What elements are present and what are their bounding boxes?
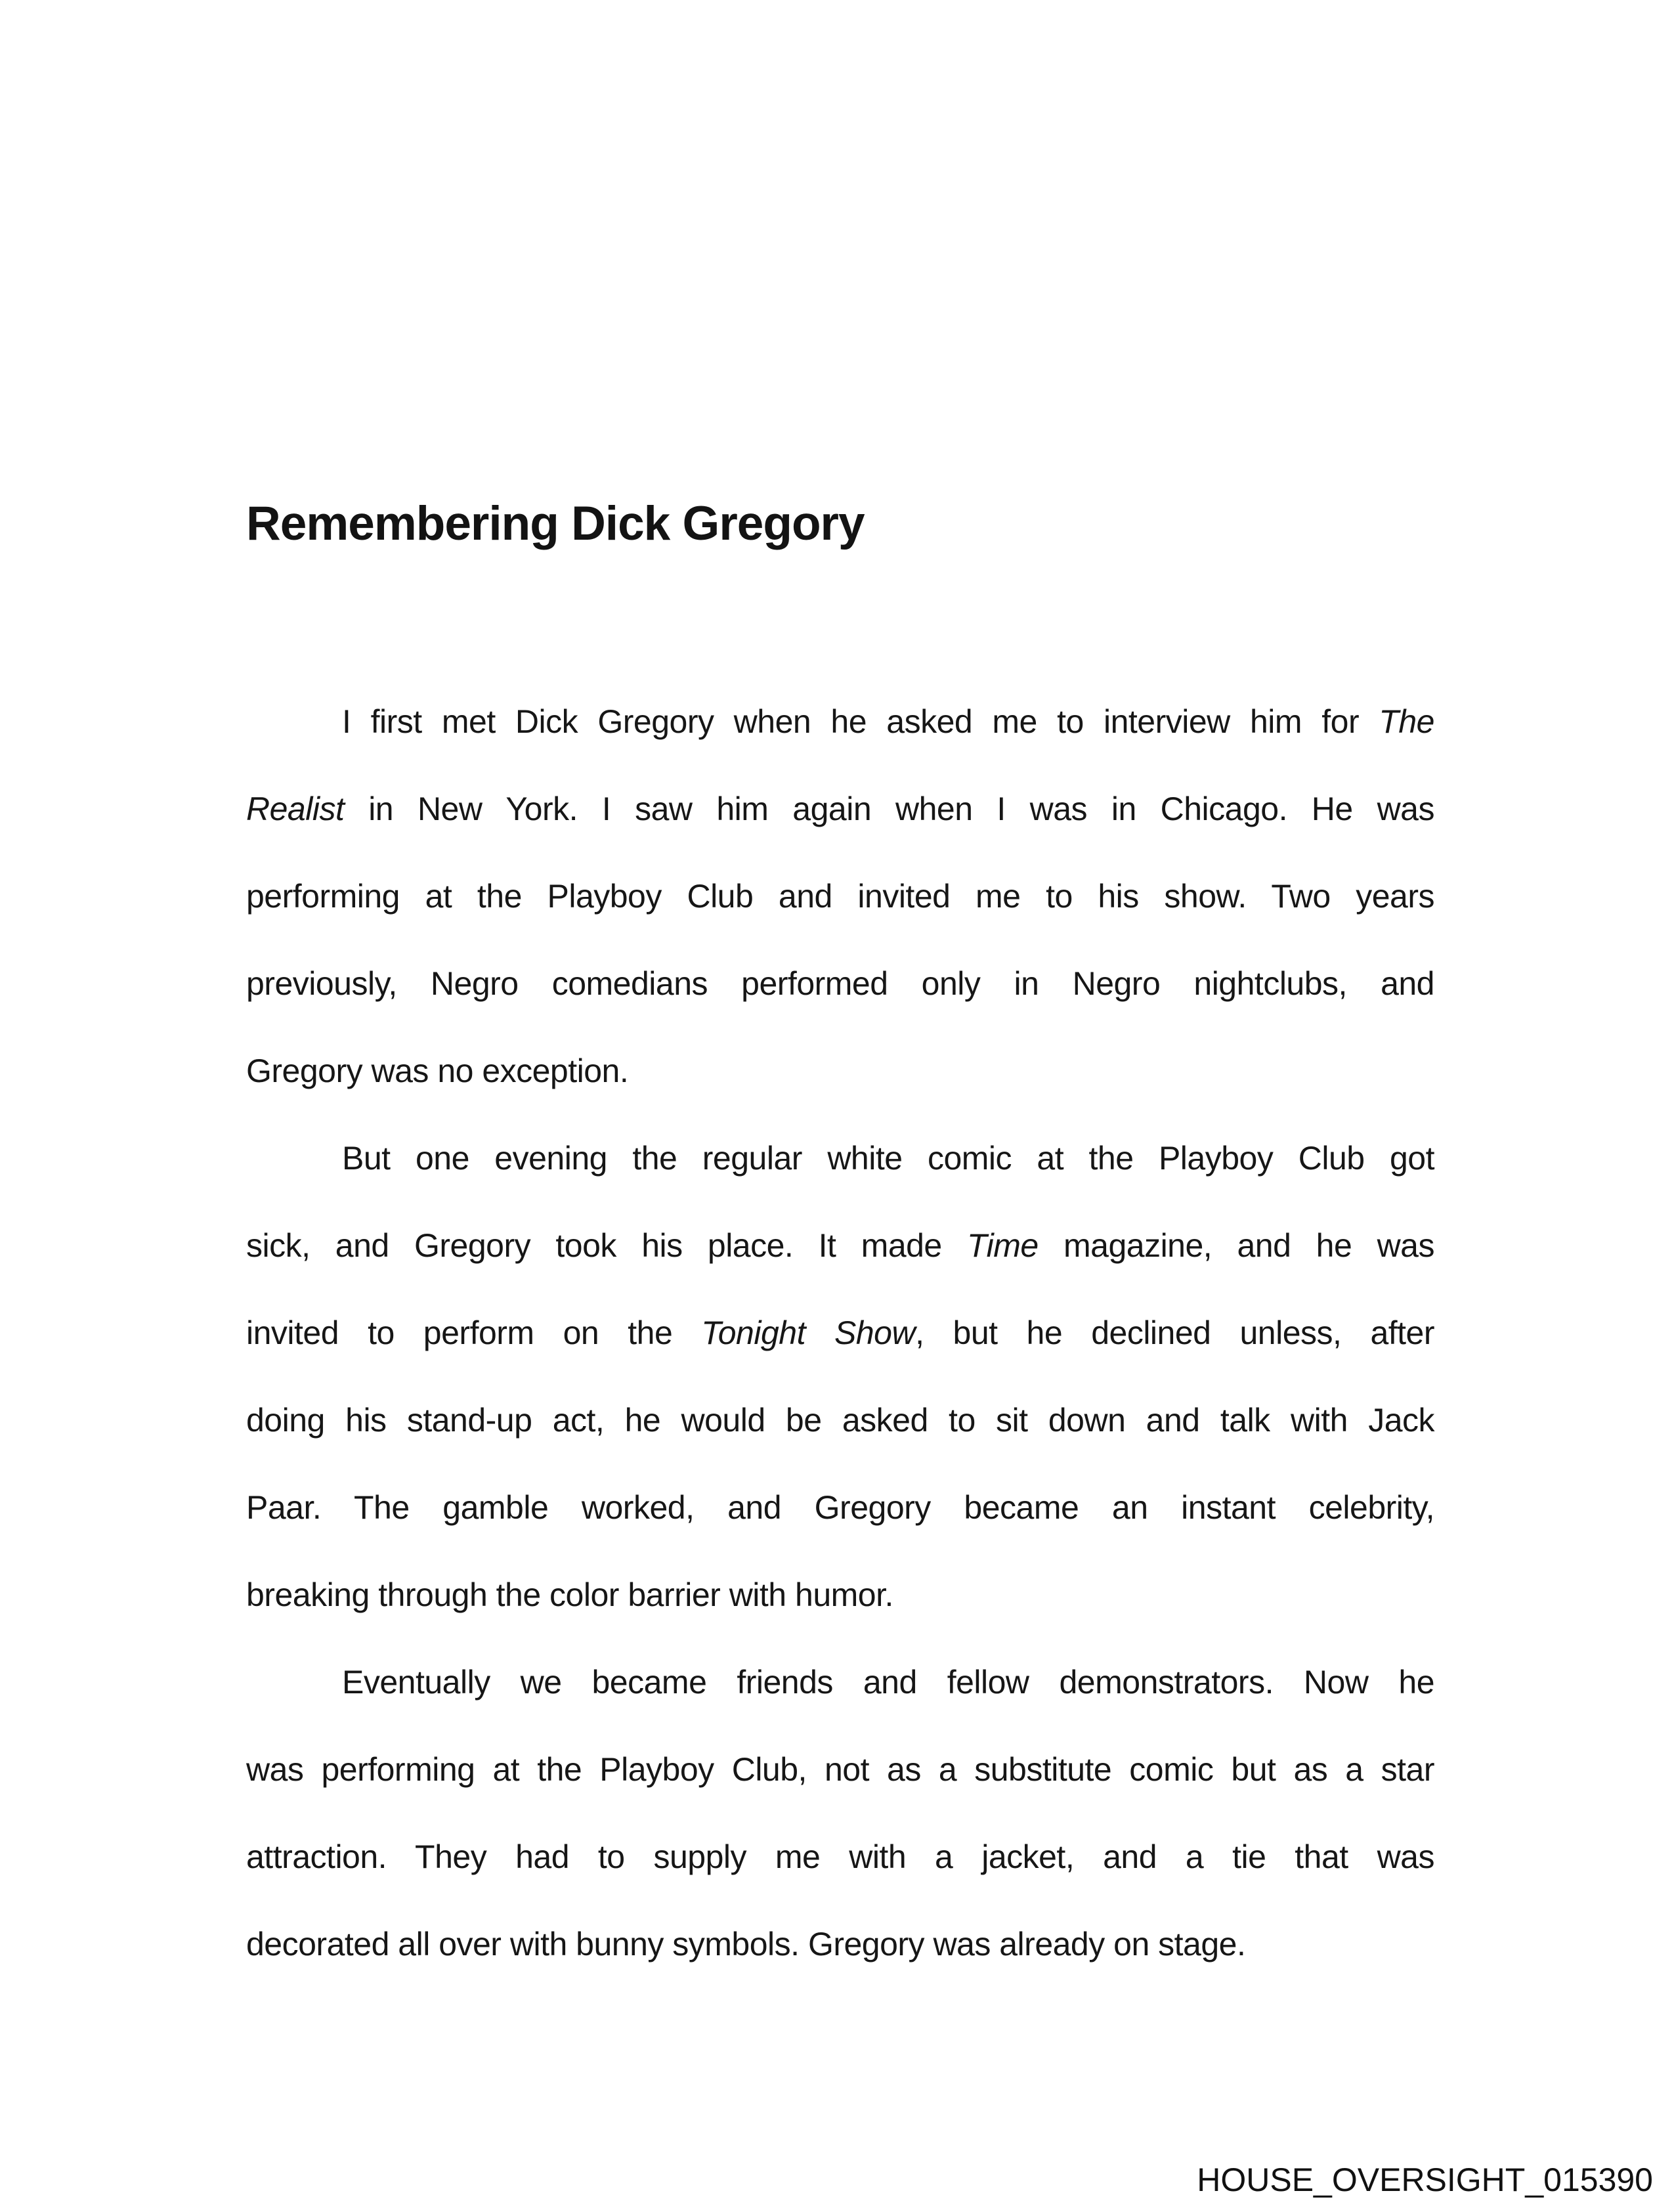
text-segment: magazine, and he was (1038, 1227, 1434, 1264)
text-line-p1-l3 (246, 853, 1434, 940)
document-title: Remembering Dick Gregory (246, 497, 865, 550)
text-segment: was performing at the Playboy Club, not as a substitute comic but as a star (246, 1751, 1434, 1788)
text-line-p3-l4 (246, 1901, 1434, 1988)
text-line-p1-l1 (246, 678, 1434, 766)
text-line-p1-l4 (246, 940, 1434, 1028)
italic-text-segment: Realist (246, 791, 345, 827)
text-segment: breaking through the color barrier with humor. (246, 1576, 893, 1613)
text-line-p2-l5 (246, 1464, 1434, 1551)
text-line-p2-l1 (246, 1115, 1434, 1202)
text-line-p3-l1 (246, 1639, 1434, 1726)
text-line-p1-l2 (246, 766, 1434, 853)
text-segment: , but he declined unless, after (915, 1314, 1435, 1351)
italic-text-segment: Time (967, 1227, 1039, 1264)
italic-text-segment: Tonight Show (701, 1314, 916, 1351)
text-line-p2-l2 (246, 1202, 1434, 1290)
text-line-p2-l3 (246, 1290, 1434, 1377)
text-segment: But one evening the regular white comic at the Playboy Club got (342, 1140, 1434, 1177)
text-line-p3-l3 (246, 1813, 1434, 1901)
text-segment: doing his stand-up act, he would be asked to sit down and talk with Jack (246, 1402, 1434, 1439)
text-line-p2-l4 (246, 1377, 1434, 1464)
text-segment: Eventually we became friends and fellow demonstrators. Now he (342, 1664, 1434, 1701)
text-segment: invited to perform on the (246, 1314, 702, 1351)
italic-text-segment: The (1379, 703, 1434, 740)
text-segment: I first met Dick Gregory when he asked me to interview him for (342, 703, 1379, 740)
text-segment: previously, Negro comedians performed only in Negro nightclubs, and (246, 965, 1434, 1002)
document-body (246, 678, 1434, 1988)
text-line-p3-l2 (246, 1726, 1434, 1813)
text-segment: Gregory was no exception. (246, 1052, 629, 1089)
text-line-p1-l5 (246, 1028, 1434, 1115)
text-line-p2-l6 (246, 1551, 1434, 1639)
text-segment: Paar. The gamble worked, and Gregory became an instant celebrity, (246, 1489, 1434, 1526)
text-segment: in New York. I saw him again when I was in Chicago. He was (344, 791, 1434, 827)
text-segment: decorated all over with bunny symbols. Gregory was already on stage. (246, 1926, 1246, 1963)
bates-number-footer: HOUSE_OVERSIGHT_015390 (1197, 2161, 1653, 2198)
text-segment: attraction. They had to supply me with a jacket, and a tie that was (246, 1838, 1434, 1875)
text-segment: performing at the Playboy Club and invited me to his show. Two years (246, 878, 1434, 915)
text-segment: sick, and Gregory took his place. It made (246, 1227, 968, 1264)
